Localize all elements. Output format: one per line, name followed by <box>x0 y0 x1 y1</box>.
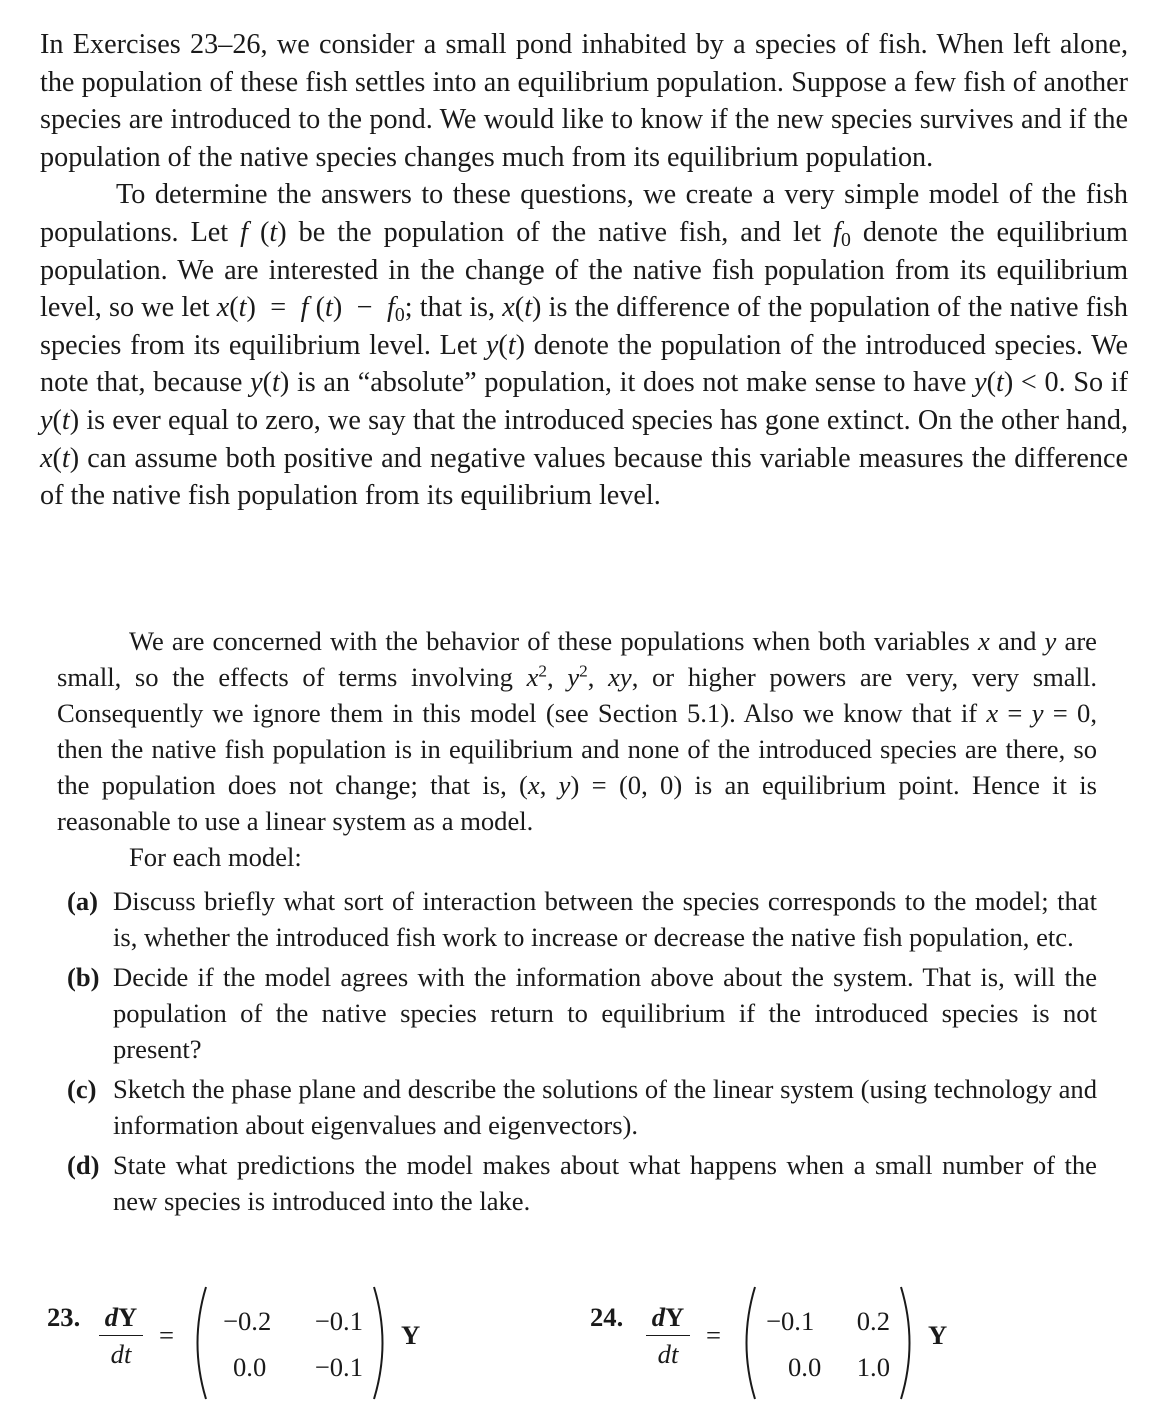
right-paren <box>898 1284 920 1402</box>
intro-section <box>40 26 1128 515</box>
exercise-23 <box>47 1290 467 1410</box>
intro-paragraph-2: To determine the answers to these questions, we create a very simple model of the fish populations. Let f (t) be the population of the native fish, and let $f_0$ denote the equilibrium population. We are interested in the change of the native fish population from its equilibrium level, so we let x(t) = f $(t) - f_0$; that is, x(t) is the difference of the population of the native fish species from its equilibrium level. Let y(t) denote the population of the introduced species. We note that, because y(t) is an “absolute” population, it does not make sense to have y(t) < 0. So if y(t) is ever equal to zero, we say that the introduced species has gone extinct. On the other hand, x(t) can assume both positive and negative values because this variable measures the difference of the native fish population from its equilibrium level. <box>40 179 1128 512</box>
derivative-fraction: dY dt <box>646 1302 690 1370</box>
exercise-24 <box>590 1290 990 1410</box>
left-paren <box>187 1284 209 1402</box>
left-paren <box>736 1284 758 1402</box>
exercise-number: 24. <box>590 1302 624 1332</box>
question-list <box>57 883 1097 1223</box>
right-paren <box>371 1284 393 1402</box>
for-each-model-line: For each model: <box>129 842 302 872</box>
derivative-fraction: dY dt <box>99 1302 143 1370</box>
intro-paragraph-1: In Exercises 23–26, we consider a small pond inhabited by a species of fish. When left alone, the population of these fish settles into an equilibrium population. Suppose a few fish of another species are introduced to the pond. We would like to know if the new species survives and if the population of the native species changes much from its equilibrium population. <box>40 29 1128 173</box>
matrix-row: 0.0 −0.1 <box>233 1352 363 1382</box>
question-item <box>57 883 1097 955</box>
question-text: State what predictions the model makes about what happens when a small number of the new species is introduced into the lake. <box>113 1150 1097 1216</box>
question-item <box>57 959 1097 1067</box>
question-label: (a) <box>67 886 99 916</box>
question-label: (b) <box>67 962 100 992</box>
linear-model-section <box>57 623 1097 875</box>
linear-model-paragraph: We are concerned with the behavior of these populations when both variables x and y are small, so the effects of terms involving $x^2$, $y^2$, xy, or higher powers are very, very small. Consequently we ignore them in this model (see Section 5.1). Also we know that if x = y = 0, then the native fish population is in equilibrium and none of the introduced species are there, so the population does not change; that is, (x, y) = (0, 0) is an equilibrium point. Hence it is reasonable to use a linear system as a model. <box>57 626 1098 836</box>
coefficient-matrix <box>766 1302 890 1394</box>
question-item <box>57 1071 1097 1143</box>
question-text: Decide if the model agrees with the information above about the system. That is, will the population of the native species return to equilibrium if the introduced species is not present? <box>113 962 1097 1064</box>
question-label: (d) <box>67 1150 100 1180</box>
question-text: Discuss briefly what sort of interaction between the species corresponds to the model; that is, whether the introduced fish work to increase or decrease the native fish population, etc. <box>113 886 1097 952</box>
equals-sign: = <box>706 1320 721 1350</box>
coefficient-matrix <box>223 1302 363 1394</box>
vector-y: Y <box>401 1320 421 1350</box>
equals-sign: = <box>159 1320 174 1350</box>
question-text: Sketch the phase plane and describe the solutions of the linear system (using technology and information about eigenvalues and eigenvectors). <box>113 1074 1097 1140</box>
matrix-row: −0.1 0.2 <box>766 1306 890 1336</box>
matrix-row: 0.0 1.0 <box>788 1352 890 1382</box>
exercise-number: 23. <box>47 1302 81 1332</box>
matrix-row: −0.2 −0.1 <box>223 1306 363 1336</box>
question-item <box>57 1147 1097 1219</box>
vector-y: Y <box>928 1320 948 1350</box>
question-label: (c) <box>67 1074 97 1104</box>
